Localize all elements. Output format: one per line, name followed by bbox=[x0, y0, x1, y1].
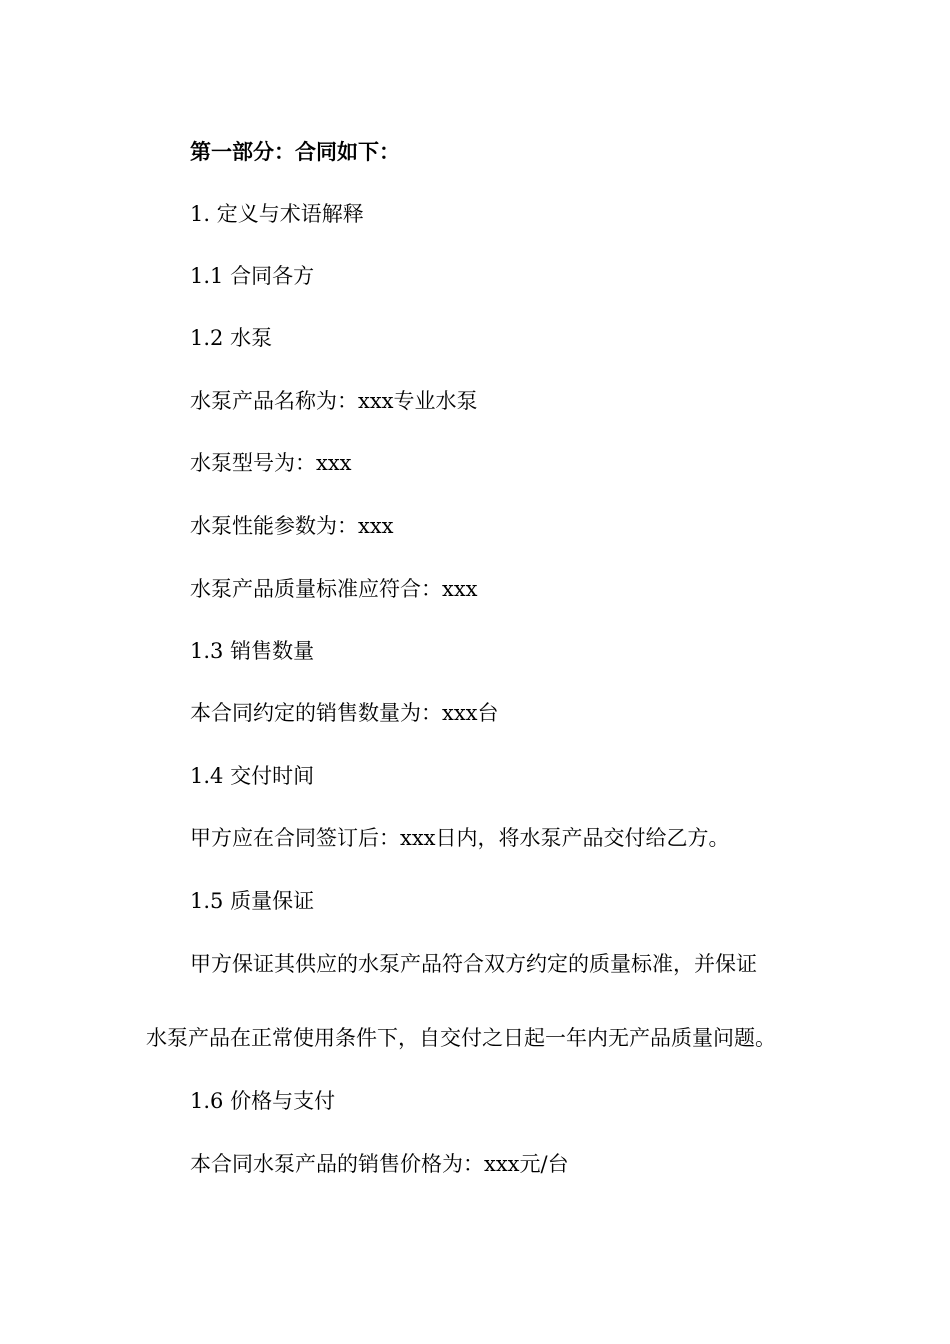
clause-1-4-title: 1.4 交付时间 bbox=[190, 764, 315, 788]
sales-quantity: 本合同约定的销售数量为：xxx台 bbox=[190, 701, 499, 725]
clause-1-title: 1. 定义与术语解释 bbox=[190, 202, 364, 226]
pump-performance: 水泵性能参数为：xxx bbox=[190, 514, 394, 538]
quality-guarantee-line-1: 甲方保证其供应的水泵产品符合双方约定的质量标准，并保证 bbox=[190, 952, 757, 976]
clause-1-5-title: 1.5 质量保证 bbox=[190, 889, 315, 913]
pump-model: 水泵型号为：xxx bbox=[190, 451, 352, 475]
quality-guarantee-line-2: 水泵产品在正常使用条件下，自交付之日起一年内无产品质量问题。 bbox=[146, 1026, 776, 1050]
pump-product-name: 水泵产品名称为：xxx专业水泵 bbox=[190, 389, 478, 413]
clause-1-2-title: 1.2 水泵 bbox=[190, 326, 273, 350]
clause-1-3-title: 1.3 销售数量 bbox=[190, 639, 315, 663]
clause-1-1-title: 1.1 合同各方 bbox=[190, 264, 315, 288]
pump-quality-standard: 水泵产品质量标准应符合：xxx bbox=[190, 577, 478, 601]
sales-price: 本合同水泵产品的销售价格为：xxx元/台 bbox=[190, 1152, 569, 1176]
section-heading: 第一部分：合同如下： bbox=[190, 139, 400, 164]
clause-1-6-title: 1.6 价格与支付 bbox=[190, 1089, 336, 1113]
delivery-time: 甲方应在合同签订后：xxx日内，将水泵产品交付给乙方。 bbox=[190, 826, 730, 850]
